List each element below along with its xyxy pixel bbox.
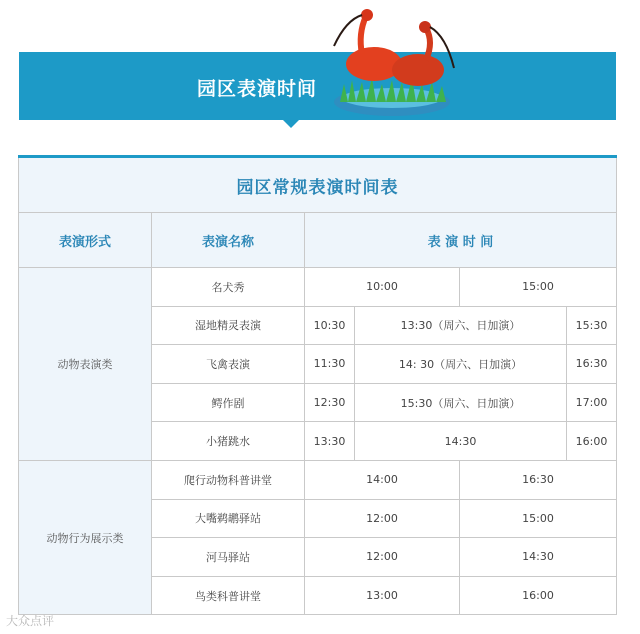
show-time: 14: 30（周六、日加演）	[355, 345, 567, 384]
show-time: 15:00	[460, 268, 617, 307]
dianping-watermark: 大众点评	[6, 614, 55, 628]
performance-name: 鳄作剧	[152, 384, 305, 423]
scarlet-ibis-illustration	[322, 2, 462, 120]
show-time: 10:30	[305, 307, 355, 346]
show-time: 13:00	[305, 577, 460, 616]
show-time: 13:30	[305, 422, 355, 461]
show-time: 16:00	[460, 577, 617, 616]
table-title: 园区常规表演时间表	[18, 158, 617, 213]
show-time: 14:00	[305, 461, 460, 500]
performance-name: 名犬秀	[152, 268, 305, 307]
show-time: 14:30	[355, 422, 567, 461]
show-time: 16:00	[567, 422, 617, 461]
show-time: 12:30	[305, 384, 355, 423]
show-time: 12:00	[305, 538, 460, 577]
header-performance-time: 表 演 时 间	[305, 213, 617, 268]
show-time: 15:30（周六、日加演）	[355, 384, 567, 423]
section-banner	[19, 52, 616, 120]
banner-title: 园区表演时间	[197, 78, 318, 100]
header-performance-name: 表演名称	[152, 213, 305, 268]
show-time: 15:00	[460, 500, 617, 539]
show-time: 16:30	[460, 461, 617, 500]
performance-name: 河马驿站	[152, 538, 305, 577]
category-behavior-display: 动物行为展示类	[18, 461, 152, 615]
performance-name: 爬行动物科普讲堂	[152, 461, 305, 500]
show-time: 15:30	[567, 307, 617, 346]
performance-name: 飞禽表演	[152, 345, 305, 384]
show-time: 13:30（周六、日加演）	[355, 307, 567, 346]
show-time: 11:30	[305, 345, 355, 384]
header-performance-form: 表演形式	[18, 213, 152, 268]
banner-pointer	[283, 120, 299, 128]
show-time: 17:00	[567, 384, 617, 423]
performance-name: 小猪跳水	[152, 422, 305, 461]
show-time: 16:30	[567, 345, 617, 384]
show-time: 14:30	[460, 538, 617, 577]
category-animal-shows: 动物表演类	[18, 268, 152, 461]
show-time: 12:00	[305, 500, 460, 539]
performance-name: 湿地精灵表演	[152, 307, 305, 346]
show-time: 10:00	[305, 268, 460, 307]
performance-name: 大嘴鹈鹕驿站	[152, 500, 305, 539]
performance-name: 鸟类科普讲堂	[152, 577, 305, 616]
